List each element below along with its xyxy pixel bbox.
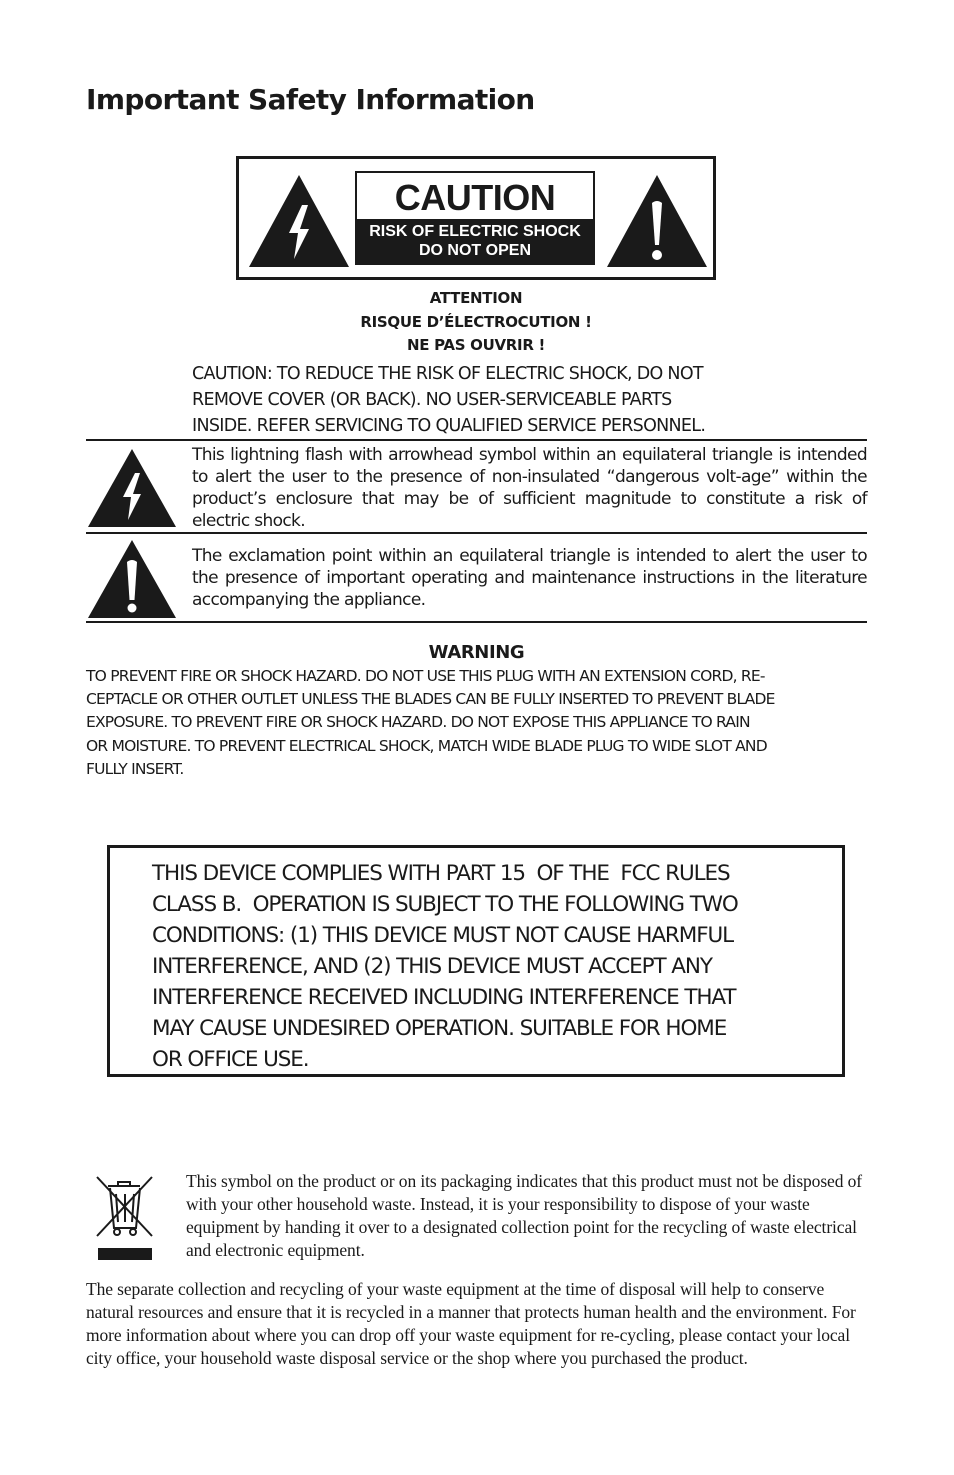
divider [86,532,867,534]
french-line-2: RISQUE D’ÉLECTROCUTION ! [360,312,592,331]
crossed-bin-icon [94,1174,156,1264]
warning-heading: WARNING [428,642,525,663]
caution-subtext [357,219,593,263]
caution-label [236,156,716,280]
caution-statement [192,361,792,439]
lightning-symbol-description: This lightning flash with arrowhead symbol within an equilateral triangle is intended to alert the user to the presence of non-insulated “dangerous volt-age” within the product’s enclosure that may be of sufficient magnitude to constitute a risk of electric shock. [192,445,867,531]
french-notice [236,287,716,358]
warning-line: EXPOSURE. TO PREVENT FIRE OR SHOCK HAZARD. DO NOT EXPOSE THIS APPLIANCE TO RAIN [86,713,750,732]
caution-statement-line-3: INSIDE. REFER SERVICING TO QUALIFIED SERVICE PERSONNEL. [192,416,706,436]
exclamation-triangle-icon [605,173,709,269]
page-title: Important Safety Information [86,83,535,116]
warning-line: CEPTACLE OR OTHER OUTLET UNLESS THE BLADES CAN BE FULLY INSERTED TO PREVENT BLADE [86,690,775,709]
caution-statement-line-2: REMOVE COVER (OR BACK). NO USER-SERVICEABLE PARTS [192,390,672,410]
caution-line-1: RISK OF ELECTRIC SHOCK [369,223,581,240]
fcc-line: INTERFERENCE RECEIVED INCLUDING INTERFERENCE THAT [152,985,736,1010]
exclamation-symbol-description: The exclamation point within an equilateral triangle is intended to alert the user to the presence of important operating and maintenance instructions in the literature accompanying the appliance. [192,546,867,610]
warning-body [86,665,876,781]
warning-line: TO PREVENT FIRE OR SHOCK HAZARD. DO NOT USE THIS PLUG WITH AN EXTENSION CORD, RE- [86,667,765,685]
fcc-line: CONDITIONS: (1) THIS DEVICE MUST NOT CAUSE HARMFUL [152,923,733,948]
divider [86,439,867,441]
caution-statement-line-1: CAUTION: TO REDUCE THE RISK OF ELECTRIC SHOCK, DO NOT [192,364,703,384]
fcc-line: MAY CAUSE UNDESIRED OPERATION. SUITABLE FOR HOME [152,1016,727,1041]
fcc-compliance-box [107,845,845,1077]
caution-center-panel [355,171,595,265]
weee-description: This symbol on the product or on its packaging indicates that this product must not be disposed of with your other household waste. Instead, it is your responsibility to dispose of your waste equipment by handing it over to a designated collection point for the recycling of waste electrical and electronic equipment. [186,1171,863,1260]
warning-line: OR MOISTURE. TO PREVENT ELECTRICAL SHOCK, MATCH WIDE BLADE PLUG TO WIDE SLOT AND [86,736,767,755]
caution-heading: CAUTION [394,177,556,218]
french-line-1: ATTENTION [429,289,523,307]
fcc-statement [152,858,812,1075]
fcc-line: INTERFERENCE, AND (2) THIS DEVICE MUST ACCEPT ANY [152,954,712,979]
fcc-line: OR OFFICE USE. [152,1047,309,1072]
divider [86,621,867,623]
warning-line: FULLY INSERT. [86,759,184,778]
lightning-triangle-icon [86,447,178,529]
fcc-line: CLASS B. OPERATION IS SUBJECT TO THE FOLLOWING TWO [152,892,738,917]
fcc-line: THIS DEVICE COMPLIES WITH PART 15 OF THE FCC RULES [152,861,730,886]
french-line-3: NE PAS OUVRIR ! [406,336,546,354]
lightning-triangle-icon [247,173,351,269]
exclamation-triangle-icon [86,538,178,620]
recycling-description: The separate collection and recycling of your waste equipment at the time of disposal will help to conserve natural resources and ensure that it is recycled in a manner that protects human health and the environment. For more information about where you can drop off your waste equipment for re-cycling, please contact your local city office, your household waste disposal service or the shop where you purchased the product. [86,1279,856,1368]
caution-line-2: DO NOT OPEN [418,242,531,259]
